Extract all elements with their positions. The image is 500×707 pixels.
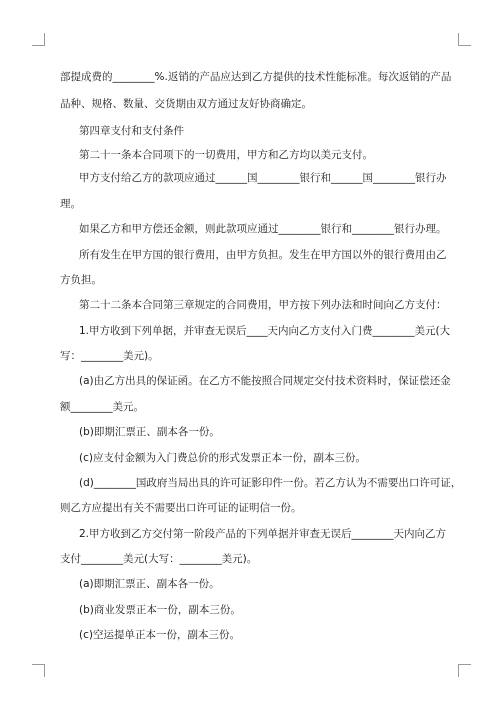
text-line: 如果乙方和甲方偿还金额，则此款项应通过________银行和________银行办理。 — [79, 223, 447, 235]
text-line: 额________美元。 — [60, 401, 144, 413]
text-line: (c)应支付金额为入门费总价的形式发票正本一份，副本三份。 — [79, 452, 366, 464]
text-line: 第二十二条本合同第三章规定的合同费用，甲方按下列办法和时间向乙方支付： — [79, 299, 447, 311]
text-line: (a)即期汇票正、副本各一份。 — [79, 578, 220, 590]
crop-mark-top-left — [32, 33, 45, 46]
text-line: (a)由乙方出具的保证函。在乙方不能按照合同规定交付技术资料时，保证偿还金 — [79, 375, 451, 387]
text-line: 部提成费的________%.返销的产品应达到乙方提供的技术性能标准。每次返销的产品 — [60, 71, 452, 83]
text-line: 支付________美元(大写：________美元)。 — [60, 553, 258, 565]
text-line: 第二十一条本合同项下的一切费用，甲方和乙方均以美元支付。 — [79, 149, 373, 161]
text-line: 写：________美元)。 — [60, 350, 159, 362]
text-line: (c)空运提单正本一份，副本三份。 — [79, 629, 240, 641]
section-heading: 第四章支付和支付条件 — [79, 125, 184, 137]
text-line: 理。 — [60, 198, 81, 210]
crop-mark-top-right — [458, 33, 471, 46]
crop-mark-bottom-right — [458, 664, 471, 677]
text-line: (b)即期汇票正、副本各一份。 — [79, 426, 220, 438]
text-line: (b)商业发票正本一份，副本三份。 — [79, 604, 241, 616]
text-line: 方负担。 — [60, 274, 102, 286]
text-line: 2.甲方收到乙方交付第一阶段产品的下列单据并审查无误后________天内向乙方 — [79, 528, 447, 540]
text-line: 则乙方应提出有关不需要出口许可证的证明信一份。 — [60, 502, 302, 514]
text-line: 甲方支付给乙方的款项应通过______国________银行和______国________银行办 — [79, 172, 447, 184]
text-line: 1.甲方收到下列单据，并审查无误后____天内向乙方支付入门费________美元(大 — [79, 325, 451, 337]
text-line: 所有发生在甲方国的银行费用，由甲方负担。发生在甲方国以外的银行费用由乙 — [79, 249, 447, 261]
crop-mark-bottom-left — [32, 664, 45, 677]
text-line: (d)________国政府当局出具的许可证影印件一份。若乙方认为不需要出口许可证， — [79, 477, 462, 489]
text-line: 品种、规格、数量、交货期由双方通过友好协商确定。 — [60, 98, 312, 110]
